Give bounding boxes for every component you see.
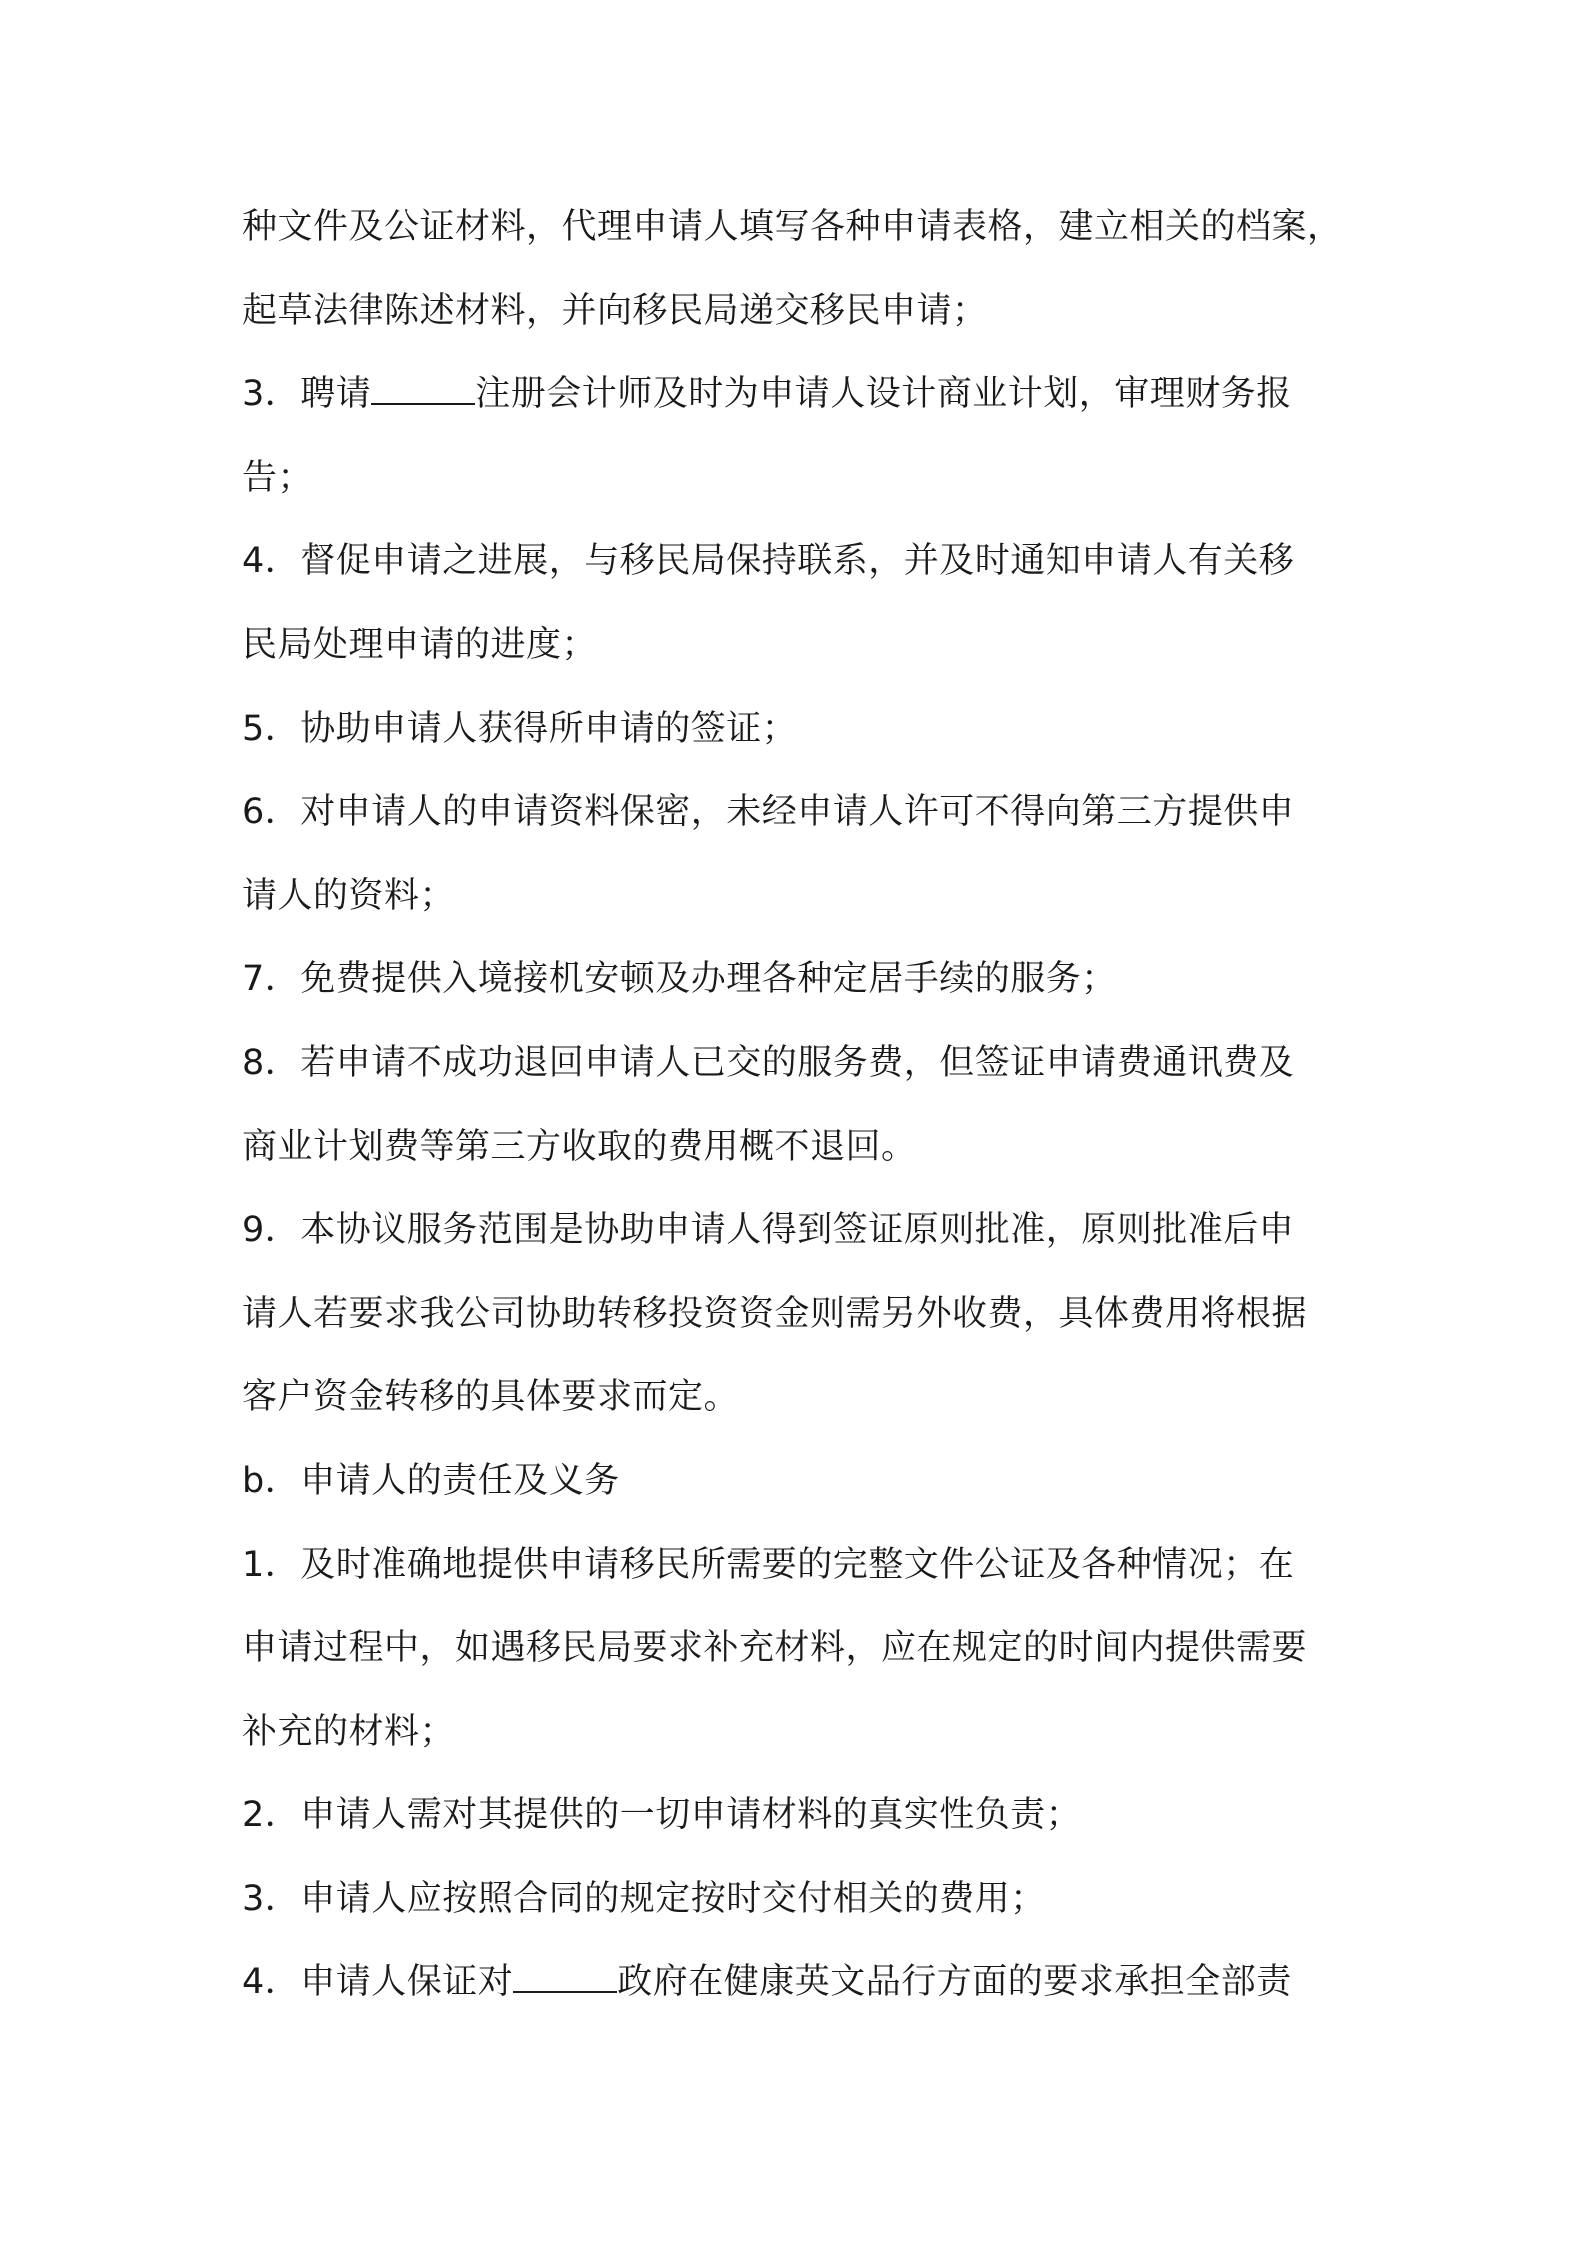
text-line: 2．申请人需对其提供的一切申请材料的真实性负责； [242,1795,1082,1836]
text-segment: 政府在健康英文品行方面的要求承担全部责 [617,1962,1292,2003]
text-segment: 3．聘请 [242,374,372,415]
text-line: 5．协助申请人获得所申请的签证； [242,708,798,749]
text-line: 请人的资料； [242,875,456,916]
text-line-with-blank [242,1951,1362,2035]
fill-in-blank [371,369,475,405]
section-heading: b．申请人的责任及义务 [242,1460,620,1501]
text-segment: 注册会计师及时为申请人设计商业计划，审理财务报 [475,374,1292,415]
text-line: 申请过程中，如遇移民局要求补充材料，应在规定的时间内提供需要 [242,1628,1308,1669]
text-line: 4．督促申请之进展，与移民局保持联系，并及时通知申请人有关移 [242,541,1295,582]
text-line-with-blank [242,363,1362,447]
text-line: 民局处理申请的进度； [242,624,598,665]
fill-in-blank [513,1957,617,1993]
text-line: 6．对申请人的申请资料保密，未经申请人许可不得向第三方提供申 [242,792,1295,833]
text-line: 商业计划费等第三方收取的费用概不退回。 [242,1126,917,1167]
text-line: 9．本协议服务范围是协助申请人得到签证原则批准，原则批准后申 [242,1210,1295,1251]
text-line: 告； [242,457,314,498]
text-line: 7．免费提供入境接机安顿及办理各种定居手续的服务； [242,959,1117,1000]
text-line: 客户资金转移的具体要求而定。 [242,1377,740,1418]
text-line: 起草法律陈述材料，并向移民局递交移民申请； [242,290,988,331]
text-line: 请人若要求我公司协助转移投资资金则需另外收费，具体费用将根据 [242,1293,1308,1334]
text-line: 补充的材料； [242,1711,456,1752]
text-line: 1．及时准确地提供申请移民所需要的完整文件公证及各种情况；在 [242,1544,1295,1585]
text-line: 3．申请人应按照合同的规定按时交付相关的费用； [242,1878,1046,1919]
text-segment: 4．申请人保证对 [242,1962,514,2003]
text-line: 种文件及公证材料，代理申请人填写各种申请表格，建立相关的档案， [242,207,1343,247]
text-line: 8．若申请不成功退回申请人已交的服务费，但签证申请费通讯费及 [242,1042,1295,1083]
document-body [242,196,1362,2035]
